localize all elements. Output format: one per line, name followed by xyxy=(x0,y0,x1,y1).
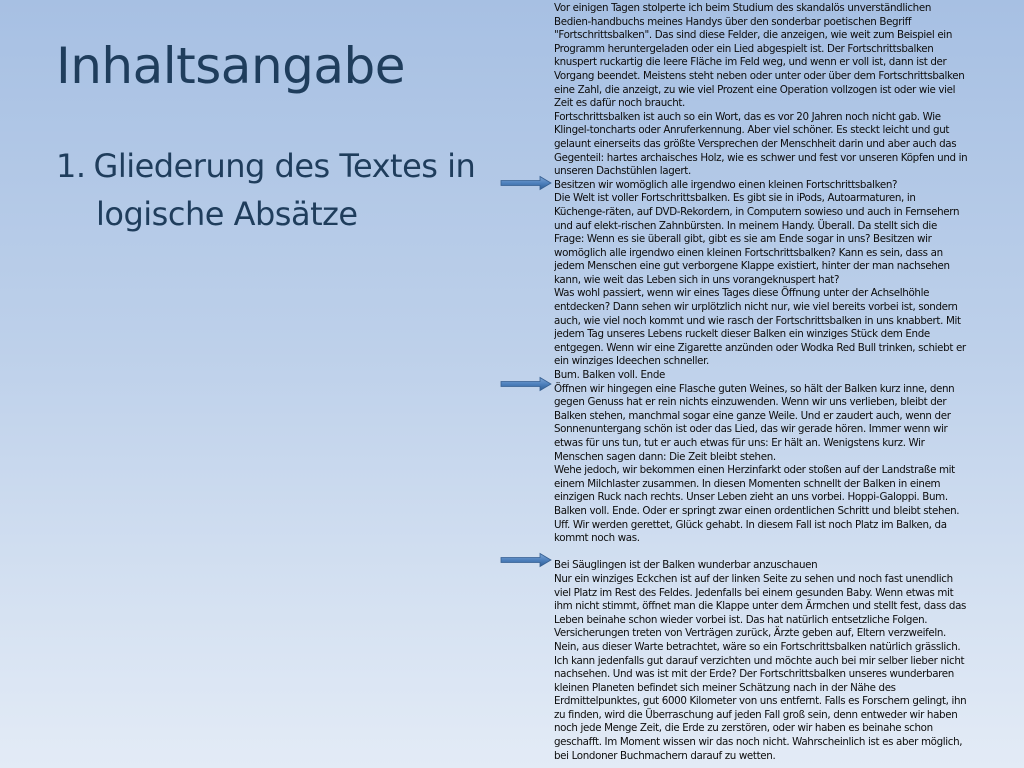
paragraph: Fortschrittsbalken ist auch so ein Wort, das es vor 20 Jahren noch nicht gab. Wie Klingel-toncharts oder Anruferkennung. Aber viel schöner. Es steckt leicht und gut gelaunt einerseits das größte Versprechen der Menschheit darin und aber auch das Gegenteil: hartes archaisches Holz, wie es schwer und fest vor unseren Köpfen und in unseren Dachstühlen lagert. xyxy=(554,110,968,178)
paragraph: Bum. Balken voll. Ende xyxy=(554,369,665,382)
right-arrow-icon xyxy=(500,175,552,191)
paragraph: Was wohl passiert, wenn wir eines Tages diese Öffnung unter der Achselhöhle entdecken? Dann sehen wir urplötzlich nicht nur, wie viel bereits vorbei ist, sondern auch, wie viel noch kommt und wie rasch der Fortschrittsbalken in uns knabbert. Mit jedem Tag unseres Lebens ruckelt dieser Balken ein winziges Stück dem Ende entgegen. Wenn wir eine Zigarette anzünden oder Wodka Red Bull trinken, schiebt er ein winziges Ideechen schneller. xyxy=(554,287,966,368)
outline-list xyxy=(56,142,476,238)
paragraph: Ich kann jedenfalls gut darauf verzichten und möchte auch bei mir selber lieber nicht nachsehen. Und was ist mit der Erde? Der Fortschrittsbalken unseres wunderbaren kleinen Planeten befindet sich meiner Schätzung nach in der Nähe des Erdmittelpunktes, gut 6000 Kilometer von uns entfernt. Falls es Forschern gelingt, ihn zu finden, wird die Überraschung auf jeden Fall groß sein, denn entweder wir haben noch jede Menge Zeit, die Erde zu zerstören, oder wir haben es beinahe schon geschafft. Im Moment wissen wir das noch nicht. Wahrscheinlich ist es aber möglich, bei Londoner Buchmachern darauf zu wetten. xyxy=(554,654,967,762)
right-arrow-icon xyxy=(500,552,552,568)
paragraph: Die Welt ist voller Fortschrittsbalken. Es gibt sie in iPods, Autoarmaturen, in Küchenge-räten, auf DVD-Rekordern, in Computern sowieso und auch in Fernsehern und auf elekt-rischen Zahnbürsten. In meinem Handy. Überall. Da stellt sich die Frage: Wenn es sie überall gibt, gibt es sie am Ende sogar in uns? Besitzen wir womöglich alle irgendwo einen kleinen Fortschrittsbalken? Kann es sein, dass an jedem Menschen eine gut verborgene Klappe existiert, hinter der man nachsehen kann, wie weit das Leben sich in uns vorangeknuspert hat? xyxy=(554,192,960,286)
paragraph: Vor einigen Tagen stolperte ich beim Studium des skandalös unverständlichen Bedien-handbuchs meines Handys über den sonderbar poetischen Begriff "Fortschrittsbalken". Das sind diese Felder, die anzeigen, wie weit zum Beispiel ein Programm heruntergeladen oder ein Lied abgespielt ist. Der Fortschrittsbalken knuspert ruckartig die leere Fläche im Feld weg, und wenn er voll ist, dann ist der Vorgang beendet. Meistens steht neben oder unter oder über dem Fortschrittsbalken eine Zahl, die anzeigt, zu wie viel Prozent eine Operation vollzogen ist oder wie viel Zeit es dafür noch braucht. xyxy=(554,2,965,110)
text-body xyxy=(554,2,968,768)
outline-item-text: Gliederung des Textes in logische Absätze xyxy=(93,147,476,233)
paragraph: Wehe jedoch, wir bekommen einen Herzinfarkt oder stoßen auf der Landstraße mit einem Milchlaster zusammen. In diesen Momenten schnellt der Balken in einem einzigen Ruck nach rechts. Unser Leben zieht an uns vorbei. Hoppi-Galoppi. Bum. Balken voll. Ende. Oder er springt zwar einen ordentlichen Schritt und bleibt stehen. Uff. Wir werden gerettet, Glück gehabt. In diesem Fall ist noch Platz im Balken, da kommt noch was. xyxy=(554,464,960,545)
outline-item-number: 1. xyxy=(56,147,86,185)
section-heading: Bei Säuglingen ist der Balken wunderbar anzuschauen xyxy=(554,559,818,572)
paragraph: Besitzen wir womöglich alle irgendwo einen kleinen Fortschrittsbalken? xyxy=(554,178,898,191)
paragraph: Öffnen wir hingegen eine Flasche guten Weines, so hält der Balken kurz inne, denn gegen Genuss hat er rein nichts einzuwenden. Wenn wir uns verlieben, bleibt der Balken stehen, manchmal sogar eine ganze Weile. Und er zaudert auch, wenn der Sonnenuntergang schön ist oder das Lied, das wir gerade hören. Immer wenn wir etwas für uns tun, tut er auch etwas für uns: Er hält an. Wenigstens kurz. Wir Menschen sagen dann: Die Zeit bleibt stehen. xyxy=(554,382,955,463)
slide-title: Inhaltsangabe xyxy=(56,37,406,95)
paragraph: Nur ein winziges Eckchen ist auf der linken Seite zu sehen und noch fast unendlich viel Platz im Rest des Feldes. Jedenfalls bei einem gesunden Baby. Wenn etwas mit ihm nicht stimmt, öffnet man die Klappe unter dem Ärmchen und stellt fest, dass das Leben beinahe schon wieder vorbei ist. Das hat natürlich entsetzliche Folgen. Versicherungen treten von Verträgen zurück, Ärzte geben auf, Eltern verzweifeln. Nein, aus dieser Warte betrachtet, wäre so ein Fortschrittsbalken natürlich grässlich. xyxy=(554,572,967,653)
right-arrow-icon xyxy=(500,376,552,392)
outline-item xyxy=(56,142,476,238)
